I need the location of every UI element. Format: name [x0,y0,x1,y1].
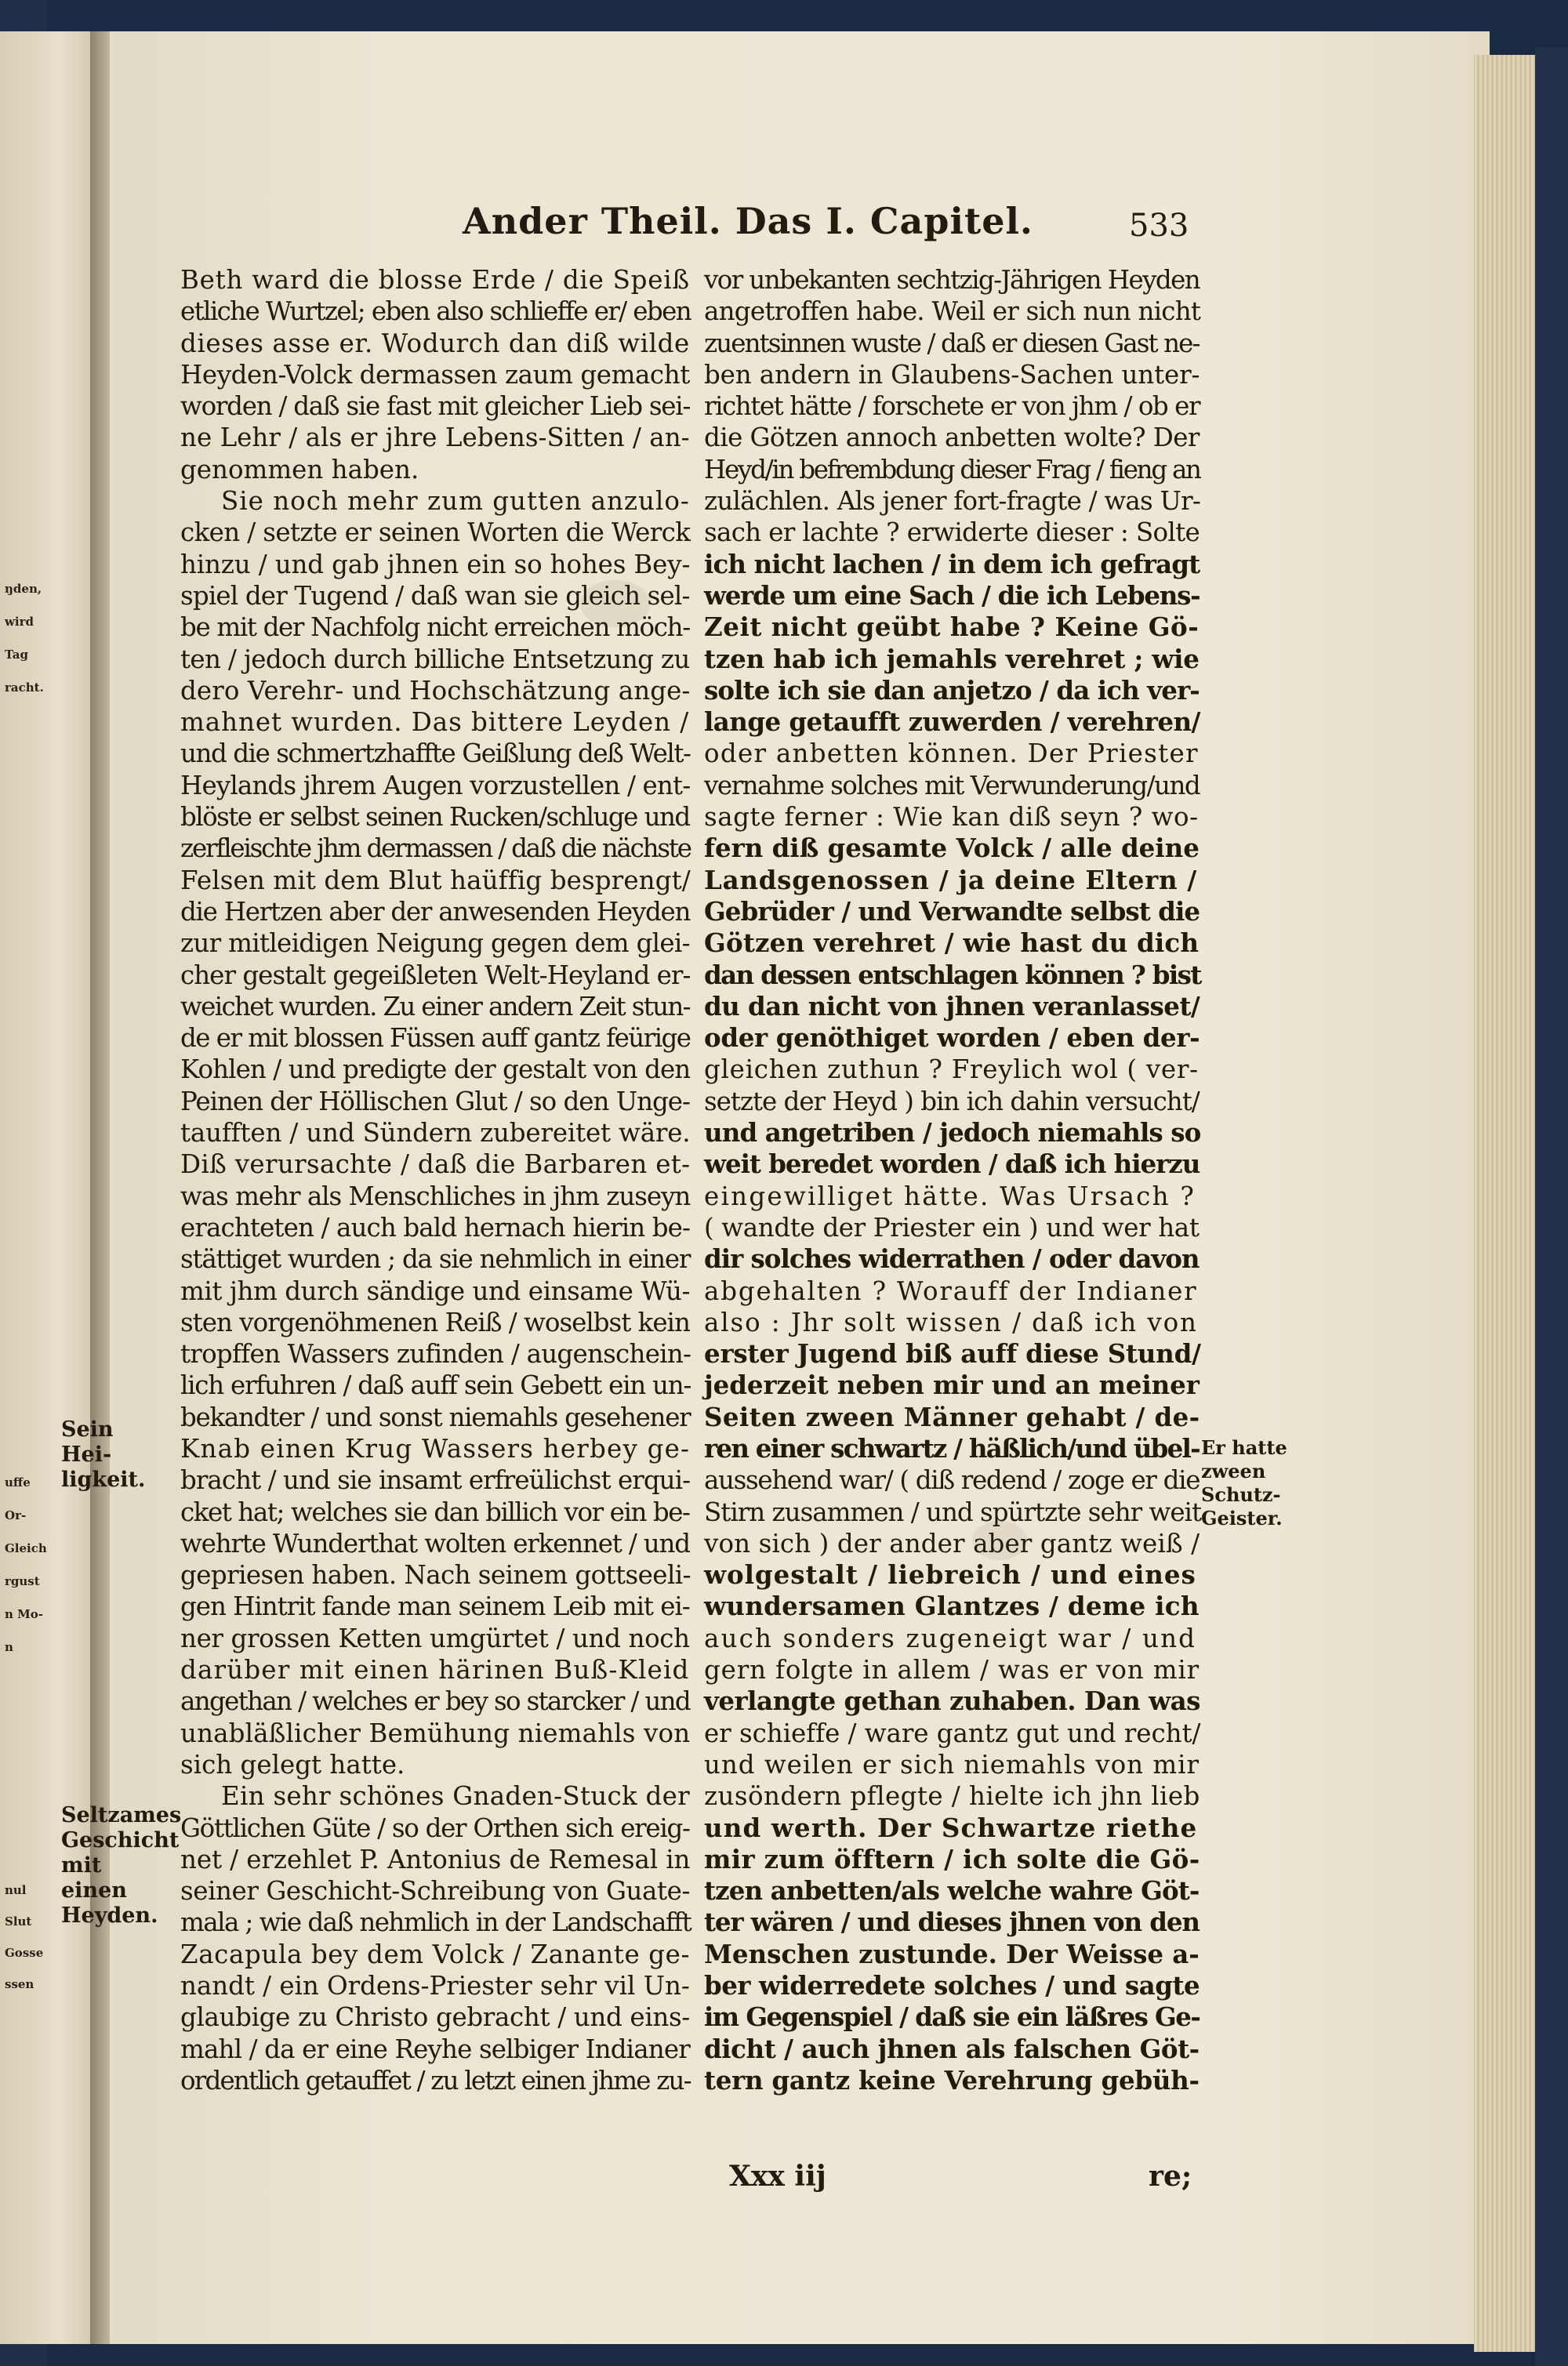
text-line: unabläßlicher Bemühung niemahls von [180,1718,691,1748]
text-line: Kohlen / und predigte der gestalt von den [180,1054,691,1085]
facing-page-fragment: n [5,1640,13,1654]
text-line: Heyd/in befrembdung dieser Frag / fieng an [704,454,1200,484]
text-line: wundersamen Glantzes / deme ich [704,1591,1200,1622]
background-right [1535,47,1568,2366]
text-line: net / erzehlet P. Antonius de Remesal in [180,1844,691,1874]
text-line: wehrte Wunderthat wolten erkennet / und [180,1528,690,1559]
facing-page-fragment: Tag [5,648,28,662]
text-line: lich erfuhren / daß auff sein Gebett ein un- [180,1370,691,1401]
facing-page-fragment: Gleich [5,1541,47,1555]
text-line: oder genöthiget worden / eben der- [704,1022,1200,1054]
text-line: Zeit nicht geübt habe ? Keine Gö- [704,611,1200,643]
text-line: sach er lachte ? erwiderte dieser : Solte [704,517,1200,548]
signature-mark: Xxx iij [729,2160,826,2193]
text-line: die Hertzen aber der anwesenden Heyden [180,896,691,927]
text-line: ich nicht lachen / in dem ich gefragt [704,548,1200,579]
facing-page [0,31,102,2344]
text-line: tzen hab ich jemahls verehret ; wie [704,643,1200,674]
facing-page-fragment: wird [5,615,34,629]
text-line: gen Hintrit fande man seinem Leib mit ei- [180,1591,690,1622]
text-line: mala ; wie daß nehmlich in der Landschafft [180,1907,691,1938]
text-line: be mit der Nachfolg nicht erreichen möch- [180,612,690,643]
facing-page-fragment: Gosse [5,1946,44,1960]
text-line: weichet wurden. Zu einer andern Zeit stun- [180,991,690,1022]
text-line: setzte der Heyd ) bin ich dahin versucht/ [704,1086,1200,1116]
text-line: und die schmertzhaffte Geißlung deß Welt- [180,738,691,769]
text-line: aussehend war/ ( diß redend / zoge er die [704,1465,1200,1496]
text-line: etliche Wurtzel; eben also schlieffe er/ eben [180,296,691,327]
facing-page-fragment: n Mo- [5,1607,43,1621]
text-line: dero Verehr- und Hochschätzung ange- [180,675,691,706]
text-line: Peinen der Höllischen Glut / so den Unge- [180,1086,690,1116]
text-line: eingewilliget hätte. Was Ursach ? [704,1181,1196,1211]
text-line: zulächlen. Als jener fort-fragte / was Ur- [704,486,1201,517]
text-line: und werth. Der Schwartze riethe [704,1812,1198,1843]
text-line: nandt / ein Ordens-Priester sehr vil Un- [180,1971,690,2001]
text-line: Knab einen Krug Wassers herbey ge- [180,1433,691,1464]
text-line: cher gestalt gegeißleten Welt-Heyland er- [180,960,691,990]
text-line: wolgestalt / liebreich / und eines [704,1559,1196,1591]
margin-note-line: Geschicht [61,1828,180,1853]
margin-note-holiness [61,1417,171,1493]
text-line: bracht / und sie insamt erfreülichst erqui- [180,1465,691,1496]
text-line: spiel der Tugend / daß wan sie gleich sel- [180,580,690,611]
text-line: Göttlichen Güte / so der Orthen sich ereig- [180,1813,690,1843]
right-text-column [704,264,1200,2096]
text-line: fern diß gesamte Volck / alle deine [704,833,1200,864]
left-text-column [180,264,690,2096]
text-line: oder anbetten können. Der Priester [704,738,1199,769]
text-line: worden / daß sie fast mit gleicher Lieb sei- [180,391,691,422]
text-line: dir solches widerrathen / oder davon [704,1243,1200,1275]
margin-note-line: Heyden. [61,1903,158,1928]
margin-note-line: Er hatte [1201,1436,1287,1459]
catchword: re; [1149,2160,1192,2193]
text-line: abgehalten ? Worauff der Indianer [704,1276,1198,1306]
text-line: Menschen zustunde. Der Weisse a- [704,1938,1200,1969]
text-line: de er mit blossen Füssen auff gantz feürige [180,1023,691,1054]
text-line: vernahme solches mit Verwunderung/und [704,770,1200,800]
text-line: ren einer schwartz / häßlich/und übel- [704,1432,1200,1464]
margin-note-line: Geister. [1201,1507,1283,1530]
text-line: ber widerredete solches / und sagte [704,1970,1200,2001]
text-line: er schieffe / ware gantz gut und recht/ [704,1718,1201,1748]
text-line: zusöndern pflegte / hielte ich jhn lieb [704,1781,1200,1812]
text-line: zuentsinnen wuste / daß er diesen Gast ne- [704,328,1200,358]
text-line: gepriesen haben. Nach seinem gottseeli- [180,1560,691,1591]
text-line: cket hat; welches sie dan billich vor ein be- [180,1497,690,1527]
text-line: hinzu / und gab jhnen ein so hohes Bey- [180,549,691,579]
text-line: Zacapula bey dem Volck / Zanante ge- [180,1939,691,1969]
text-line: tern gantz keine Verehrung gebüh- [704,2064,1200,2096]
text-line: ner grossen Ketten umgürtet / und noch [180,1623,690,1653]
text-line: mahl / da er eine Reyhe selbiger Indianer [180,2034,690,2064]
text-line: Beth ward die blosse Erde / die Speiß [180,265,690,295]
text-line: angetroffen habe. Weil er sich nun nicht [704,296,1201,327]
margin-note-line: Sein Hei- [61,1417,114,1467]
text-line: Götzen verehret / wie hast du dich [704,927,1200,959]
text-line: was mehr als Menschliches in jhm zuseyn [180,1181,691,1211]
page-edges [1474,55,1537,2352]
facing-page-fragment: Or- [5,1508,27,1522]
facing-page-fragment: nul [5,1883,27,1897]
text-line: seiner Geschicht-Schreibung von Guate- [180,1876,691,1907]
text-line: genommen haben. [180,454,419,484]
text-line: sagte ferner : Wie kan diß seyn ? wo- [704,802,1199,833]
text-line: taufften / und Sündern zubereitet wäre. [180,1118,691,1149]
facing-page-fragment: uffe [5,1475,31,1490]
text-line: stättiget wurden ; da sie nehmlich in einer [180,1244,691,1275]
text-line: zerfleischte jhm dermassen / daß die nächste [180,833,691,864]
margin-note-guardian-spirits [1201,1436,1295,1530]
text-line: Gebrüder / und Verwandte selbst die [704,895,1200,927]
margin-note-line: Seltzames [61,1803,182,1827]
text-line: Landsgenossen / ja deine Eltern / [704,864,1197,895]
text-line: gleichen zuthun ? Freylich wol ( ver- [704,1054,1199,1085]
text-line: darüber mit einen härinen Buß-Kleid [180,1655,690,1686]
text-line: erster Jugend biß auff diese Stund/ [704,1338,1201,1370]
text-line: blöste er selbst seinen Rucken/schluge und [180,802,690,833]
text-line: ordentlich getauffet / zu letzt einen jhme zu- [180,2065,691,2096]
text-line: Sie noch mehr zum gutten anzulo- [221,486,690,517]
margin-note-strange-story [61,1803,182,1929]
text-line: verlangte gethan zuhaben. Dan was [704,1686,1200,1717]
text-line: dicht / auch jhnen als falschen Göt- [704,2033,1200,2064]
facing-page-fragment: racht. [5,680,44,695]
running-title: Ander Theil. Das I. Capitel. [463,200,1033,242]
margin-note-line: ligkeit. [61,1468,146,1492]
text-line: und angetriben / jedoch niemahls so [704,1117,1201,1149]
text-line: sich gelegt hatte. [180,1749,405,1780]
text-line: werde um eine Sach / die ich Lebens- [704,579,1200,611]
text-line: mit jhm durch sändige und einsame Wü- [180,1276,691,1306]
text-line: angethan / welches er bey so starcker / und [180,1686,691,1717]
text-line: von sich ) der ander aber gantz weiß / [704,1528,1200,1559]
margin-note-line: Schutz- [1201,1483,1281,1506]
text-line: solte ich sie dan anjetzo / da ich ver- [704,674,1200,706]
text-line: dan dessen entschlagen können ? bist [704,959,1201,990]
text-line: mir zum öfftern / ich solte die Gö- [704,1843,1200,1874]
text-line: tropffen Wassers zufinden / augenschein- [180,1339,691,1370]
text-line: Diß verursachte / daß die Barbaren et- [180,1149,691,1180]
text-line: ( wandte der Priester ein ) und wer hat [704,1212,1200,1243]
facing-page-fragment: ssen [5,1977,34,1991]
text-line: sten vorgenöhmenen Reiß / woselbst kein [180,1307,690,1337]
text-line: weit beredet worden / daß ich hierzu [704,1149,1200,1180]
text-line: Ein sehr schönes Gnaden-Stuck der [221,1781,690,1812]
facing-page-fragment: ŋden, [5,582,42,596]
text-line: lange getaufft zuwerden / verehren/ [704,706,1200,738]
text-line: Heyden-Volck dermassen zaum gemacht [180,359,690,390]
text-line: auch sonders zugeneigt war / und [704,1623,1197,1653]
margin-note-line: zween [1201,1460,1266,1482]
text-line: die Götzen annoch anbetten wolte? Der [704,423,1200,453]
text-line: ne Lehr / als er jhre Lebens-Sitten / an- [180,423,690,453]
facing-page-fragment: rgust [5,1574,40,1588]
text-line: und weilen er sich niemahls von mir [704,1749,1200,1780]
facing-page-fragment: Slut [5,1914,32,1929]
text-line: jederzeit neben mir und an meiner [704,1370,1200,1401]
text-line: im Gegenspiel / daß sie ein läßres Ge- [704,2001,1200,2033]
text-line: glaubige zu Christo gebracht / und eins- [180,2002,690,2033]
text-line: Stirn zusammen / und spürtzte sehr weit [704,1497,1202,1527]
text-line: Felsen mit dem Blut haüffig besprengt/ [180,865,691,895]
text-line: mahnet wurden. Das bittere Leyden / [180,707,690,738]
text-line: vor unbekanten sechtzig-Jährigen Heyden [704,265,1200,295]
text-line: gern folgte in allem / was er von mir [704,1655,1200,1686]
text-line: du dan nicht von jhnen veranlasset/ [704,990,1200,1022]
text-line: zur mitleidigen Neigung gegen dem glei- [180,928,690,959]
text-line: erachteten / auch bald hernach hierin be- [180,1212,691,1243]
text-line: ter wären / und dieses jhnen von den [704,1907,1200,1938]
text-line: cken / setzte er seinen Worten die Werck [180,517,691,548]
text-line: also : Jhr solt wissen / daß ich von [704,1307,1198,1337]
text-line: bekandter / und sonst niemahls gesehener [180,1402,691,1432]
text-line: richtet hätte / forschete er von jhm / ob er [704,391,1200,422]
text-line: Heylands jhrem Augen vorzustellen / ent- [180,770,691,800]
text-line: Seiten zween Männer gehabt / de- [704,1401,1200,1432]
text-line: ben andern in Glaubens-Sachen unter- [704,359,1200,390]
text-line: tzen anbetten/als welche wahre Göt- [704,1875,1200,1907]
text-line: ten / jedoch durch billiche Entsetzung zu [180,644,690,674]
margin-note-line: mit einen [61,1853,127,1903]
text-line: dieses asse er. Wodurch dan diß wilde [180,328,690,358]
page-number: 533 [1129,208,1189,244]
